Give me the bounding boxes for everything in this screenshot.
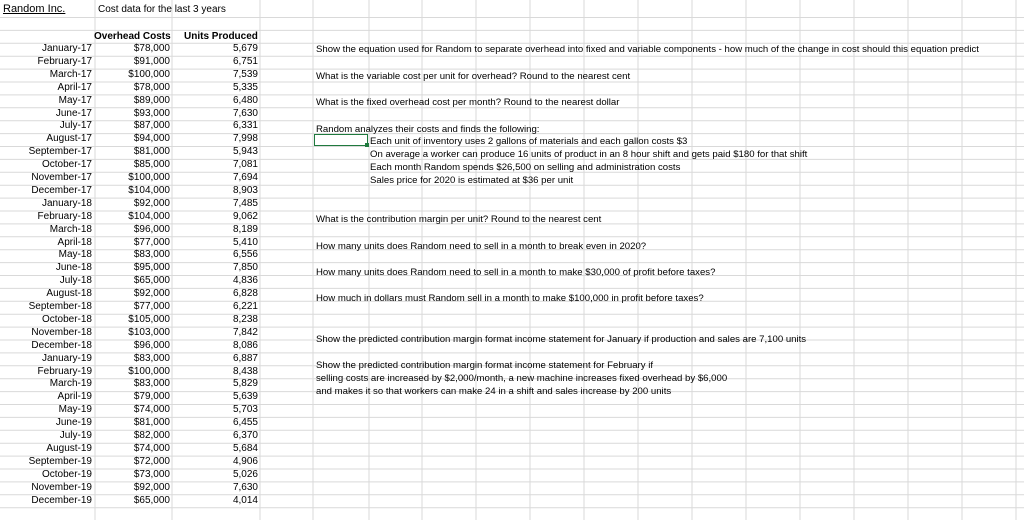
units-produced-cell[interactable]: 8,438 (232, 365, 258, 377)
question-break-even-units[interactable]: How many units does Random need to sell in a month to break even in 2020? (316, 241, 647, 252)
units-produced-cell[interactable]: 7,485 (232, 197, 258, 209)
overhead-cost-cell[interactable]: $100,000 (128, 68, 170, 80)
month-cell[interactable]: February-19 (37, 365, 92, 377)
overhead-cost-cell[interactable]: $83,000 (133, 249, 170, 261)
overhead-cost-cell[interactable]: $92,000 (133, 481, 170, 493)
units-produced-cell[interactable]: 8,086 (232, 339, 258, 351)
month-cell[interactable]: April-19 (57, 391, 92, 403)
month-cell[interactable]: November-17 (31, 172, 92, 183)
month-cell[interactable]: September-17 (28, 146, 92, 158)
month-cell[interactable]: October-18 (41, 313, 92, 325)
month-cell[interactable]: December-18 (31, 339, 92, 351)
units-produced-cell[interactable]: 9,062 (232, 210, 258, 222)
overhead-cost-cell[interactable]: $96,000 (133, 223, 170, 235)
sheet-subtitle[interactable]: Cost data for the last 3 years (98, 4, 226, 15)
month-cell[interactable]: November-19 (31, 481, 92, 493)
overhead-cost-cell[interactable]: $83,000 (133, 352, 170, 364)
question-contribution-margin[interactable]: What is the contribution margin per unit? Round to the nearest cent (316, 214, 602, 225)
units-produced-cell[interactable]: 5,679 (232, 43, 258, 54)
month-cell[interactable]: January-18 (41, 197, 92, 209)
units-produced-cell[interactable]: 7,694 (232, 172, 258, 183)
overhead-cost-cell[interactable]: $92,000 (133, 288, 170, 300)
overhead-cost-cell[interactable]: $81,000 (133, 417, 170, 429)
month-cell[interactable]: January-17 (41, 43, 92, 54)
overhead-cost-cell[interactable]: $65,000 (133, 275, 170, 287)
month-cell[interactable]: December-19 (31, 494, 92, 506)
units-produced-cell[interactable]: 7,998 (232, 133, 258, 145)
month-cell[interactable]: June-19 (55, 417, 92, 429)
units-produced-cell[interactable]: 4,906 (232, 455, 258, 467)
question-february-income-statement[interactable]: Show the predicted contribution margin format income statement for February if (316, 360, 654, 371)
question-fixed-overhead[interactable]: What is the fixed overhead cost per month? Round to the nearest dollar (316, 97, 620, 108)
question-february-condition-2[interactable]: and makes it so that workers can make 24 in a shift and sales increase by 200 units (316, 386, 672, 397)
overhead-cost-cell[interactable]: $72,000 (133, 455, 170, 467)
labor-cost-note[interactable]: On average a worker can produce 16 units of product in an 8 hour shift and gets paid $180 for that shift (370, 149, 808, 160)
units-produced-cell[interactable]: 6,751 (232, 55, 258, 67)
overhead-cost-cell[interactable]: $77,000 (133, 236, 170, 248)
units-produced-cell[interactable]: 6,887 (232, 352, 258, 364)
month-cell[interactable]: November-18 (31, 326, 92, 338)
overhead-cost-cell[interactable]: $92,000 (133, 197, 170, 209)
overhead-cost-cell[interactable]: $104,000 (128, 184, 170, 196)
month-cell[interactable]: August-17 (46, 133, 92, 145)
units-produced-header[interactable]: Units Produced (184, 31, 258, 42)
overhead-cost-cell[interactable]: $103,000 (128, 326, 170, 338)
month-cell[interactable]: March-19 (49, 378, 92, 390)
overhead-cost-cell[interactable]: $96,000 (133, 339, 170, 351)
month-cell[interactable]: December-17 (31, 184, 92, 196)
month-cell[interactable]: February-18 (37, 210, 92, 222)
overhead-cost-cell[interactable]: $83,000 (133, 378, 170, 390)
units-produced-cell[interactable]: 5,410 (232, 236, 258, 248)
overhead-cost-cell[interactable]: $93,000 (133, 107, 170, 119)
month-cell[interactable]: August-18 (46, 288, 92, 300)
question-target-profit-units[interactable]: How many units does Random need to sell in a month to make $30,000 of profit before taxes? (316, 267, 716, 278)
overhead-cost-cell[interactable]: $91,000 (133, 55, 170, 67)
question-february-condition-1[interactable]: selling costs are increased by $2,000/month, a new machine increases fixed overhead by $6,000 (316, 373, 728, 384)
units-produced-cell[interactable]: 6,370 (232, 430, 258, 441)
overhead-cost-cell[interactable]: $104,000 (128, 210, 170, 222)
overhead-cost-cell[interactable]: $74,000 (133, 404, 170, 416)
selling-admin-note[interactable]: Each month Random spends $26,500 on selling and administration costs (370, 162, 681, 173)
overhead-costs-header[interactable]: Overhead Costs (94, 31, 171, 42)
units-produced-cell[interactable]: 5,943 (232, 146, 258, 158)
month-cell[interactable]: July-18 (59, 275, 92, 287)
month-cell[interactable]: October-17 (41, 159, 92, 171)
month-cell[interactable]: September-18 (28, 301, 92, 312)
units-produced-cell[interactable]: 6,331 (232, 120, 258, 132)
units-produced-cell[interactable]: 5,684 (232, 442, 258, 454)
units-produced-cell[interactable]: 6,455 (232, 417, 258, 429)
selected-cell[interactable] (314, 134, 368, 146)
month-cell[interactable]: July-19 (59, 430, 92, 441)
question-variable-cost[interactable]: What is the variable cost per unit for overhead? Round to the nearest cent (316, 71, 631, 82)
month-cell[interactable]: July-17 (59, 120, 92, 132)
fill-handle[interactable] (365, 143, 369, 147)
units-produced-cell[interactable]: 8,238 (232, 313, 258, 325)
units-produced-cell[interactable]: 6,556 (232, 249, 258, 261)
question-regression-equation[interactable]: Show the equation used for Random to separate overhead into fixed and variable components - how much of the change in cost should this equation predict (316, 44, 979, 55)
units-produced-cell[interactable]: 8,903 (232, 184, 258, 196)
units-produced-cell[interactable]: 6,480 (232, 94, 258, 106)
overhead-cost-cell[interactable]: $73,000 (133, 468, 170, 480)
month-cell[interactable]: March-18 (49, 223, 92, 235)
overhead-cost-cell[interactable]: $78,000 (133, 81, 170, 93)
overhead-cost-cell[interactable]: $94,000 (133, 133, 170, 145)
units-produced-cell[interactable]: 4,014 (232, 494, 258, 506)
units-produced-cell[interactable]: 6,221 (232, 301, 258, 312)
units-produced-cell[interactable]: 7,842 (232, 326, 258, 338)
overhead-cost-cell[interactable]: $78,000 (133, 43, 170, 54)
sales-price-note[interactable]: Sales price for 2020 is estimated at $36 per unit (370, 175, 574, 186)
overhead-cost-cell[interactable]: $81,000 (133, 146, 170, 158)
materials-cost-note[interactable]: Each unit of inventory uses 2 gallons of materials and each gallon costs $3 (370, 136, 688, 147)
month-cell[interactable]: June-18 (55, 262, 92, 274)
overhead-cost-cell[interactable]: $85,000 (133, 159, 170, 171)
overhead-cost-cell[interactable]: $74,000 (133, 442, 170, 454)
month-cell[interactable]: January-19 (41, 352, 92, 364)
month-cell[interactable]: February-17 (37, 55, 92, 67)
units-produced-cell[interactable]: 5,026 (232, 468, 258, 480)
units-produced-cell[interactable]: 7,081 (232, 159, 258, 171)
month-cell[interactable]: May-17 (58, 94, 92, 106)
question-january-income-statement[interactable]: Show the predicted contribution margin format income statement for January if production and sales are 7,100 units (316, 334, 807, 345)
overhead-cost-cell[interactable]: $77,000 (133, 301, 170, 312)
units-produced-cell[interactable]: 5,703 (232, 404, 258, 416)
overhead-cost-cell[interactable]: $100,000 (128, 172, 170, 183)
month-cell[interactable]: May-19 (58, 404, 92, 416)
units-produced-cell[interactable]: 5,335 (232, 81, 258, 93)
overhead-cost-cell[interactable]: $105,000 (128, 313, 170, 325)
month-cell[interactable]: October-19 (41, 468, 92, 480)
units-produced-cell[interactable]: 6,828 (232, 288, 258, 300)
cost-analysis-intro[interactable]: Random analyzes their costs and finds the following: (316, 124, 540, 135)
units-produced-cell[interactable]: 7,630 (232, 107, 258, 119)
overhead-cost-cell[interactable]: $65,000 (133, 494, 170, 506)
units-produced-cell[interactable]: 7,630 (232, 481, 258, 493)
month-cell[interactable]: March-17 (49, 68, 92, 80)
overhead-cost-cell[interactable]: $82,000 (133, 430, 170, 441)
units-produced-cell[interactable]: 5,829 (232, 378, 258, 390)
question-target-sales-dollars[interactable]: How much in dollars must Random sell in a month to make $100,000 in profit before taxes? (316, 293, 704, 304)
month-cell[interactable]: September-19 (28, 455, 92, 467)
month-cell[interactable]: June-17 (55, 107, 92, 119)
month-cell[interactable]: May-18 (58, 249, 92, 261)
overhead-cost-cell[interactable]: $87,000 (133, 120, 170, 132)
month-cell[interactable]: April-18 (57, 236, 92, 248)
month-cell[interactable]: August-19 (46, 442, 92, 454)
units-produced-cell[interactable]: 5,639 (232, 391, 258, 403)
overhead-cost-cell[interactable]: $89,000 (133, 94, 170, 106)
overhead-cost-cell[interactable]: $100,000 (128, 365, 170, 377)
units-produced-cell[interactable]: 8,189 (232, 223, 258, 235)
overhead-cost-cell[interactable]: $95,000 (133, 262, 170, 274)
company-title[interactable]: Random Inc. (3, 3, 66, 15)
overhead-cost-cell[interactable]: $79,000 (133, 391, 170, 403)
units-produced-cell[interactable]: 7,850 (232, 262, 258, 274)
units-produced-cell[interactable]: 4,836 (232, 275, 258, 287)
units-produced-cell[interactable]: 7,539 (232, 68, 258, 80)
month-cell[interactable]: April-17 (57, 81, 92, 93)
